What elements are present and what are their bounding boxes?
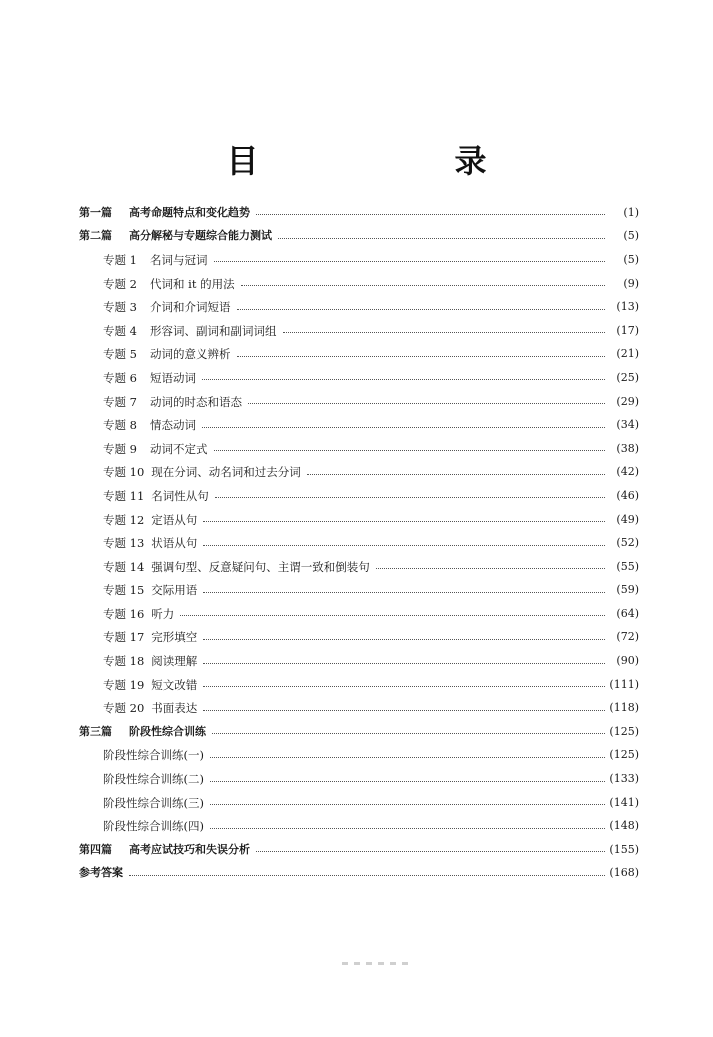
toc-entry <box>79 366 639 390</box>
toc-entry-number: 专题 3 <box>103 300 137 315</box>
dot-leader <box>248 403 605 404</box>
toc-entry <box>79 484 639 508</box>
toc-entry-number: 专题 2 <box>103 276 137 291</box>
toc-entry-label <box>79 206 250 220</box>
toc-entry-name: 定语从句 <box>151 512 198 527</box>
toc-entry <box>79 696 639 720</box>
toc-entry-label <box>103 371 196 385</box>
toc-entry-number: 专题 17 <box>103 630 145 645</box>
toc-entry <box>79 602 639 626</box>
toc-entry-page: (1) <box>623 205 639 219</box>
toc-entry-number: 专题 10 <box>103 465 145 480</box>
toc-entry-name: 阅读理解 <box>151 654 198 669</box>
toc-entry-page: (148) <box>609 819 639 833</box>
dot-leader <box>203 639 605 640</box>
toc-entry-name: 高考命题特点和变化趋势 <box>129 205 250 219</box>
toc-entry-name: 听力 <box>151 606 175 621</box>
dot-leader <box>203 686 605 687</box>
toc-entry-number: 专题 9 <box>103 441 137 456</box>
toc-entry-label <box>103 701 197 715</box>
dot-leader <box>203 592 605 593</box>
toc-entry-number: 专题 1 <box>103 252 137 267</box>
toc-entry-number: 专题 12 <box>103 512 145 527</box>
toc-entry-label <box>103 513 197 527</box>
dot-leader <box>202 427 605 428</box>
toc-entry-name: 介词和介词短语 <box>150 300 231 315</box>
toc-entry-label <box>103 819 204 833</box>
toc-entry-label <box>79 843 250 857</box>
dot-leader <box>307 474 605 475</box>
toc-entry <box>79 767 639 791</box>
toc-entry <box>79 437 639 461</box>
toc-entry <box>79 626 639 650</box>
toc-entry-number: 专题 5 <box>103 347 137 362</box>
toc-entry-page: (118) <box>609 701 639 715</box>
toc-entry-label <box>103 300 231 314</box>
toc-entry-name: 完形填空 <box>151 630 198 645</box>
toc-entry <box>79 649 639 673</box>
toc-entry-page: (133) <box>609 772 639 786</box>
toc-entry-label <box>103 678 197 692</box>
toc-entry-label <box>103 465 301 479</box>
toc-entry-label <box>103 395 242 409</box>
toc-entry-page: (125) <box>609 724 639 738</box>
toc-entry <box>79 508 639 532</box>
toc-entry-page: (17) <box>616 323 639 337</box>
toc-entry-page: (52) <box>616 536 639 550</box>
dot-leader <box>180 615 605 616</box>
toc-entry-name: 交际用语 <box>151 583 198 598</box>
toc-entry-number: 专题 7 <box>103 394 137 409</box>
toc-entry-name: 阶段性综合训练(三) <box>103 795 204 810</box>
toc-entry-page: (9) <box>623 276 639 290</box>
toc-entry-page: (46) <box>616 488 639 502</box>
toc-entry-name: 现在分词、动名词和过去分词 <box>151 465 301 480</box>
toc-entry-label <box>79 229 272 243</box>
toc-entry-number: 专题 18 <box>103 654 145 669</box>
toc-entry-number: 第一篇 <box>79 205 112 219</box>
dot-leader <box>210 781 605 782</box>
toc-entry <box>79 862 639 886</box>
toc-entry <box>79 555 639 579</box>
toc-entry <box>79 461 639 485</box>
toc-entry <box>79 720 639 744</box>
dot-leader <box>210 828 605 829</box>
toc-entry-number: 专题 11 <box>103 488 145 503</box>
toc-entry-name: 短文改错 <box>151 677 198 692</box>
toc-entry <box>79 744 639 768</box>
dot-leader <box>202 379 605 380</box>
toc-entry-label <box>103 253 208 267</box>
dot-leader <box>210 757 605 758</box>
toc-entry-number: 专题 13 <box>103 536 145 551</box>
toc-entry-name: 动词的意义辨析 <box>150 347 231 362</box>
toc-entry-page: (168) <box>609 866 639 880</box>
toc-entry-name: 高考应试技巧和失误分析 <box>129 842 250 856</box>
dot-leader <box>214 261 606 262</box>
dot-leader <box>129 875 605 876</box>
toc-entry-name: 形容词、副词和副词词组 <box>150 323 277 338</box>
dot-leader <box>203 521 605 522</box>
toc-entry <box>79 814 639 838</box>
toc-entry <box>79 295 639 319</box>
toc-entry-page: (25) <box>616 370 639 384</box>
toc-entry <box>79 579 639 603</box>
toc-entry-label <box>103 654 197 668</box>
toc-entry-page: (42) <box>616 465 639 479</box>
toc-entry-page: (90) <box>616 654 639 668</box>
dot-leader <box>203 710 605 711</box>
toc-entry-label <box>103 536 197 550</box>
toc-entry-page: (72) <box>616 630 639 644</box>
toc-entry <box>79 201 639 225</box>
dot-leader <box>210 804 605 805</box>
toc-entry-label <box>103 583 197 597</box>
toc-entry-name: 代词和 it 的用法 <box>150 276 235 291</box>
toc-entry-label <box>103 324 277 338</box>
toc-entry-label <box>103 607 174 621</box>
toc-entry-number: 专题 14 <box>103 559 145 574</box>
toc-entry-name: 高分解秘与专题综合能力测试 <box>129 229 272 243</box>
toc-entry <box>79 319 639 343</box>
toc-entry-label <box>103 630 197 644</box>
toc-entry-label <box>103 277 235 291</box>
toc-entry <box>79 248 639 272</box>
toc-entry-name: 动词不定式 <box>150 441 208 456</box>
toc-entry-page: (64) <box>616 606 639 620</box>
toc-entry-number: 专题 20 <box>103 701 145 716</box>
toc-entry-label <box>103 442 208 456</box>
toc-entry-page: (21) <box>616 347 639 361</box>
dot-leader <box>376 568 605 569</box>
toc-entry <box>79 343 639 367</box>
toc-entry-page: (125) <box>609 748 639 762</box>
toc-entry <box>79 225 639 249</box>
toc-entry <box>79 838 639 862</box>
toc-entry-number: 专题 19 <box>103 677 145 692</box>
toc-entry <box>79 413 639 437</box>
scan-smudge <box>342 962 412 965</box>
toc-entry <box>79 531 639 555</box>
toc-entry-name: 书面表达 <box>151 701 198 716</box>
toc-entry-name: 名词与冠词 <box>150 252 208 267</box>
toc-entry-number: 专题 4 <box>103 323 137 338</box>
toc-entry-number: 专题 6 <box>103 370 137 385</box>
toc-entry-number: 第二篇 <box>79 229 112 243</box>
toc-entry-label <box>79 725 206 739</box>
toc-entry-name: 阶段性综合训练(一) <box>103 748 204 763</box>
toc-entry-label <box>103 347 231 361</box>
toc-entry-page: (59) <box>616 583 639 597</box>
dot-leader <box>256 851 605 852</box>
toc-entry-name: 阶段性综合训练(四) <box>103 819 204 834</box>
dot-leader <box>241 285 605 286</box>
toc-entry-page: (29) <box>616 394 639 408</box>
toc-entry-label <box>103 418 196 432</box>
dot-leader <box>215 497 605 498</box>
dot-leader <box>214 450 606 451</box>
dot-leader <box>203 545 605 546</box>
toc-entry-page: (34) <box>616 418 639 432</box>
toc-entry-page: (111) <box>609 677 639 691</box>
page-title: 目 录 <box>226 142 531 180</box>
toc-entry-name: 阶段性综合训练(二) <box>103 772 204 787</box>
toc-entry <box>79 791 639 815</box>
toc-entry-page: (49) <box>616 512 639 526</box>
dot-leader <box>212 733 605 734</box>
dot-leader <box>278 238 605 239</box>
table-of-contents <box>79 201 639 885</box>
toc-entry-name: 参考答案 <box>79 866 123 880</box>
toc-entry-label <box>103 772 204 786</box>
toc-entry-label <box>79 866 123 880</box>
toc-entry-page: (5) <box>623 229 639 243</box>
toc-entry-number: 第四篇 <box>79 842 112 856</box>
toc-entry-name: 状语从句 <box>151 536 198 551</box>
toc-entry-name: 强调句型、反意疑问句、主谓一致和倒装句 <box>151 559 370 574</box>
toc-entry-name: 短语动词 <box>150 370 196 385</box>
toc-entry-label <box>103 796 204 810</box>
toc-entry <box>79 272 639 296</box>
toc-entry-label <box>103 560 370 574</box>
toc-entry-label <box>103 489 209 503</box>
toc-entry-name: 阶段性综合训练 <box>129 724 206 738</box>
toc-entry-page: (141) <box>609 795 639 809</box>
dot-leader <box>283 332 606 333</box>
dot-leader <box>237 309 606 310</box>
toc-entry-label <box>103 748 204 762</box>
toc-entry-name: 动词的时态和语态 <box>150 394 242 409</box>
dot-leader <box>203 663 605 664</box>
toc-entry-number: 专题 16 <box>103 606 145 621</box>
toc-entry-page: (5) <box>623 252 639 266</box>
toc-entry-page: (13) <box>616 300 639 314</box>
toc-entry-name: 情态动词 <box>150 418 196 433</box>
toc-entry-number: 专题 8 <box>103 418 137 433</box>
toc-entry-page: (155) <box>609 842 639 856</box>
toc-entry-number: 第三篇 <box>79 724 112 738</box>
toc-entry <box>79 673 639 697</box>
toc-entry-page: (38) <box>616 441 639 455</box>
toc-entry-name: 名词性从句 <box>151 488 209 503</box>
toc-entry <box>79 390 639 414</box>
toc-entry-number: 专题 15 <box>103 583 145 598</box>
dot-leader <box>237 356 606 357</box>
toc-entry-page: (55) <box>616 559 639 573</box>
dot-leader <box>256 214 605 215</box>
